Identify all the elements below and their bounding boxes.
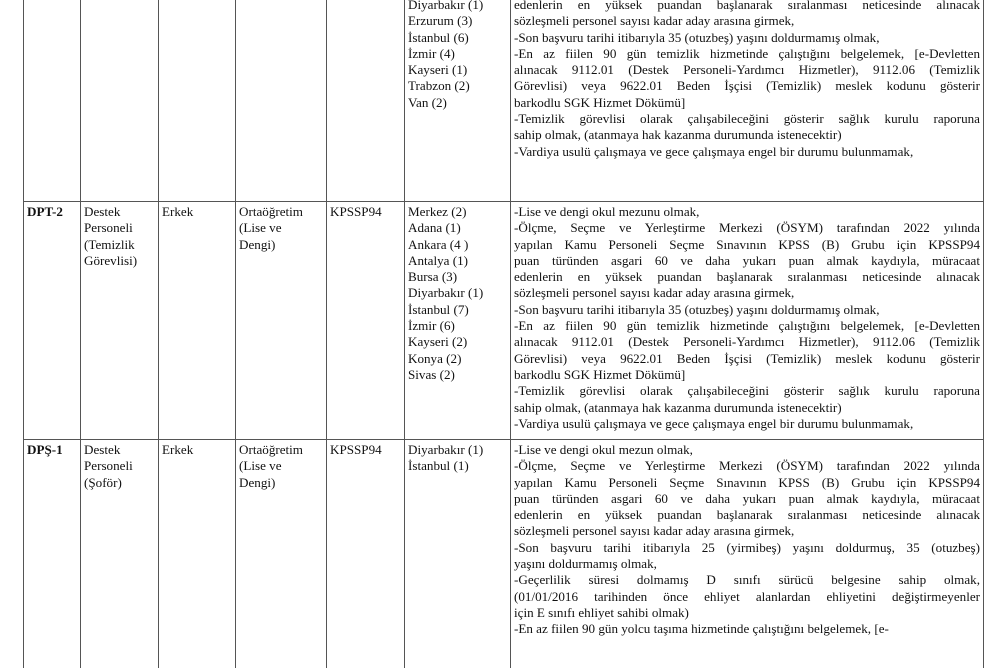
city-quota-line: Van (2) (408, 94, 447, 110)
requirement-line: -Temizlik görevlisi olarak çalışabileceğini gösterir sağlık kurulu raporuna (514, 383, 980, 399)
requirement-line: -En az fiilen 90 gün temizlik hizmetinde çalıştığını belgelemek, [e-Devletten (514, 318, 980, 334)
position-title-line: (Temizlik (84, 236, 135, 252)
position-title-line: Destek (84, 204, 121, 219)
education-cell (236, 440, 327, 668)
score-type-cell (327, 440, 405, 668)
education-line: Ortaöğretim (239, 442, 303, 457)
requirement-line: -Ölçme, Seçme ve Yerleştirme Merkezi (ÖSYM) tarafından 2022 yılında (514, 458, 980, 474)
table-row (24, 440, 984, 668)
requirement-line: Görevlisi) veya 9622.01 Beden İşçisi (Temizlik) meslek kodunu gösterir (514, 78, 980, 94)
city-quota-line: İstanbul (1) (408, 458, 469, 474)
position-title-line: Destek (84, 442, 121, 457)
city-quota-line: Trabzon (2) (408, 78, 470, 94)
position-title-cell (81, 202, 159, 440)
requirement-line: Görevlisi) veya 9622.01 Beden İşçisi (Temizlik) meslek kodunu gösterir (514, 350, 980, 366)
score-type-cell (327, 0, 405, 202)
requirement-line: barkodlu SGK Hizmet Dökümü] (514, 94, 686, 110)
city-quota-cell (405, 0, 511, 202)
gender: Erkek (162, 442, 194, 457)
position-title-line: Personeli (84, 458, 133, 474)
requirements-cell (511, 0, 984, 202)
requirement-line: sözleşmeli personel sayısı kadar aday arasına girmek, (514, 523, 795, 539)
education-cell (236, 202, 327, 440)
requirement-line: yaşını doldurmamış olmak, (514, 556, 657, 572)
gender-cell (159, 0, 236, 202)
gender: Erkek (162, 204, 194, 219)
city-quota-line: Konya (2) (408, 350, 462, 366)
city-quota-line: Erzurum (3) (408, 13, 473, 29)
city-quota-line: Merkez (2) (408, 204, 467, 219)
requirement-line: sözleşmeli personel sayısı kadar aday arasına girmek, (514, 285, 795, 301)
requirement-line: barkodlu SGK Hizmet Dökümü] (514, 366, 686, 382)
city-quota-line: İzmir (6) (408, 318, 455, 334)
score-type: KPSSP94 (330, 442, 382, 457)
requirements-cell (511, 202, 984, 440)
table-row (24, 202, 984, 440)
score-type: KPSSP94 (330, 204, 382, 219)
position-title-cell (81, 0, 159, 202)
requirement-line: -Son başvuru tarihi itibarıyla 25 (yirmibeş) yaşını doldurmuş, 35 (otuzbeş) (514, 539, 980, 555)
city-quota-line: Diyarbakır (1) (408, 285, 484, 301)
position-code: DPT-2 (27, 204, 63, 219)
requirement-line: puan türünden asgari 60 ve daha yukarı puan almak kaydıyla, müracaat (514, 490, 980, 506)
requirement-line: -En az fiilen 90 gün temizlik hizmetinde çalıştığını belgelemek, [e-Devletten (514, 45, 980, 61)
requirement-line: -Vardiya usulü çalışmaya ve gece çalışmaya engel bir durumu bulunmamak, (514, 415, 914, 431)
city-quota-line: Ankara (4 ) (408, 236, 469, 252)
requirement-line: edenlerin en yüksek puandan başlanarak sıralanması neticesinde alınacak (514, 269, 980, 285)
city-quota-line: İstanbul (6) (408, 29, 469, 45)
position-title-line: (Şoför) (84, 474, 122, 490)
requirement-line: puan türünden asgari 60 ve daha yukarı puan almak kaydıyla, müracaat (514, 252, 980, 268)
city-quota-line: İstanbul (7) (408, 301, 469, 317)
position-code: DPŞ-1 (27, 442, 63, 457)
requirement-line: -Son başvuru tarihi itibarıyla 35 (otuzbeş) yaşını doldurmamış olmak, (514, 29, 880, 45)
city-quota-cell (405, 440, 511, 668)
city-quota-line: Diyarbakır (1) (408, 442, 484, 457)
requirement-line: alınacak 9112.01 (Destek Personeli-Yardımcı Hizmetler), 9112.06 (Temizlik (514, 62, 980, 78)
city-quota-cell (405, 202, 511, 440)
position-code-cell (24, 440, 81, 668)
position-title-line: Görevlisi) (84, 252, 138, 268)
education-cell (236, 0, 327, 202)
city-quota-line: Bursa (3) (408, 269, 458, 285)
city-quota-line: Adana (1) (408, 220, 461, 236)
requirement-line: -Vardiya usulü çalışmaya ve gece çalışmaya engel bir durumu bulunmamak, (514, 143, 914, 159)
requirement-line: (01/01/2016 tarihinden önce ehliyet alanlardan ehliyetini değiştirmeyenler (514, 588, 980, 604)
gender-cell (159, 202, 236, 440)
requirement-line: alınacak 9112.01 (Destek Personeli-Yardımcı Hizmetler), 9112.06 (Temizlik (514, 334, 980, 350)
requirements-cell (511, 440, 984, 668)
requirement-line: için E sınıfı ehliyet sahibi olmak) (514, 604, 689, 620)
requirement-line: sözleşmeli personel sayısı kadar aday arasına girmek, (514, 13, 795, 29)
requirement-line: -Geçerlilik süresi dolmamış D sınıfı sürücü belgesine sahip olmak, (514, 572, 980, 588)
requirement-line: edenlerin en yüksek puandan başlanarak sıralanması neticesinde alınacak (514, 507, 980, 523)
table-row (24, 0, 984, 202)
staff-requirements-table (23, 0, 984, 668)
education-line: Dengi) (239, 474, 276, 490)
city-quota-line: Sivas (2) (408, 366, 455, 382)
requirement-line: yapılan Kamu Personeli Seçme Sınavının KPSS (B) Grubu için KPSSP94 (514, 474, 980, 490)
gender-cell (159, 440, 236, 668)
requirement-line: -Temizlik görevlisi olarak çalışabileceğini gösterir sağlık kurulu raporuna (514, 111, 980, 127)
position-code-cell (24, 0, 81, 202)
requirement-line: -Lise ve dengi okul mezunu olmak, (514, 204, 700, 219)
requirement-line: -En az fiilen 90 gün yolcu taşıma hizmetinde çalıştığını belgelemek, [e- (514, 621, 889, 637)
education-line: (Lise ve (239, 220, 282, 236)
education-line: Ortaöğretim (239, 204, 303, 219)
requirement-line: -Lise ve dengi okul mezun olmak, (514, 442, 693, 457)
requirement-line: edenlerin en yüksek puandan başlanarak sıralanması neticesinde alınacak (514, 0, 980, 12)
position-title-cell (81, 440, 159, 668)
city-quota-line: İzmir (4) (408, 45, 455, 61)
city-quota-line: Diyarbakır (1) (408, 0, 484, 12)
requirement-line: -Son başvuru tarihi itibarıyla 35 (otuzbeş) yaşını doldurmamış olmak, (514, 301, 880, 317)
requirement-line: sahip olmak, (atanmaya hak kazanma durumunda istenecektir) (514, 127, 842, 143)
city-quota-line: Kayseri (2) (408, 334, 468, 350)
score-type-cell (327, 202, 405, 440)
requirement-line: sahip olmak, (atanmaya hak kazanma durumunda istenecektir) (514, 399, 842, 415)
position-code-cell (24, 202, 81, 440)
position-title-line: Personeli (84, 220, 133, 236)
city-quota-line: Antalya (1) (408, 252, 468, 268)
requirement-line: -Ölçme, Seçme ve Yerleştirme Merkezi (ÖSYM) tarafından 2022 yılında (514, 220, 980, 236)
city-quota-line: Kayseri (1) (408, 62, 468, 78)
education-line: Dengi) (239, 236, 276, 252)
education-line: (Lise ve (239, 458, 282, 474)
requirement-line: yapılan Kamu Personeli Seçme Sınavının KPSS (B) Grubu için KPSSP94 (514, 236, 980, 252)
